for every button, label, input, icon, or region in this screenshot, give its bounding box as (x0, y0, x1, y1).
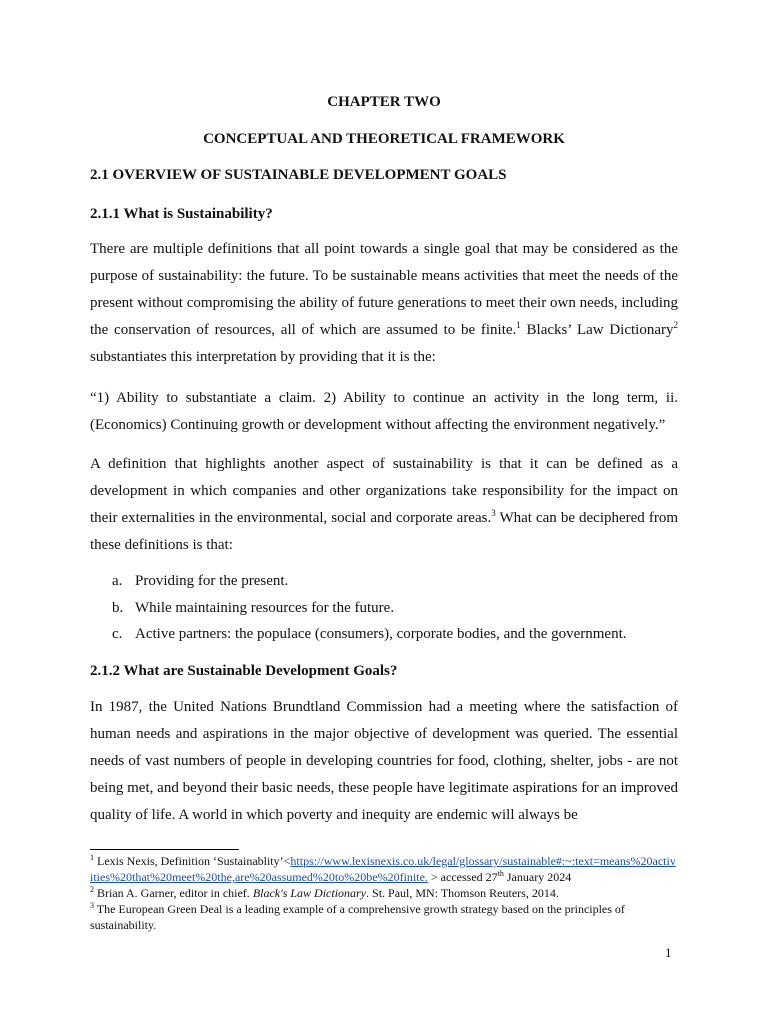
list-item (90, 598, 678, 625)
footnote-ref-2[interactable]: 2 (673, 320, 678, 330)
chapter-subtitle: CONCEPTUAL AND THEORETICAL FRAMEWORK (203, 131, 565, 147)
footnote-text: January 2024 (503, 870, 572, 884)
paragraph-sustainability-definitions (90, 236, 678, 371)
paragraph-text: What can be deciphered from these definitions is that: (90, 510, 678, 553)
footnote-ref-1[interactable]: 1 (516, 320, 521, 330)
section-heading-2-1-2: 2.1.2 What are Sustainable Development Goals? (90, 663, 398, 679)
list-item (90, 624, 678, 651)
footnote-ref-3[interactable]: 3 (491, 508, 496, 518)
paragraph-text: A definition that highlights another aspect of sustainability is that it can be defined as a development in which companies and other organizations take responsibility for the impact on their externalities in the environmental, social and corporate areas. (90, 456, 678, 526)
footnote-number: 2 (90, 885, 94, 894)
section-heading-2-1-1: 2.1.1 What is Sustainability? (90, 206, 273, 222)
page-number: 1 (665, 945, 672, 960)
footnote-number: 3 (90, 901, 94, 910)
footnote-text: Lexis Nexis, Definition ‘Sustainablity’< (94, 854, 291, 868)
paragraph-text: There are multiple definitions that all point towards a single goal that may be considered as the purpose of sustainability: the future. To be sustainable means activities that meet the needs of the present without compromising the ability of future generations to meet their own needs, including the conservation of resources, all of which are assumed to be finite. (90, 241, 678, 338)
footnote-text: > accessed 27 (427, 870, 498, 884)
book-title: Black's Law Dictionary (252, 886, 367, 900)
footnote-3 (90, 901, 678, 933)
ordinal-suffix: th (497, 869, 504, 878)
list-item-text: Providing for the present. (135, 573, 289, 589)
paragraph-another-aspect (90, 451, 678, 559)
footnote-1 (90, 853, 678, 885)
quote-blacks-law: “1) Ability to substantiate a claim. 2) Ability to continue an activity in the long term, ii. (Economics) Continuing growth or development without affecting the environment negatively.” (90, 390, 678, 433)
footnote-separator (90, 849, 239, 850)
paragraph-brundtland: In 1987, the United Nations Brundtland Commission had a meeting where the satisfaction of human needs and aspirations in the major objective of development was queried. The essential needs of vast numbers of people in developing countries for food, clothing, shelter, jobs - are not being met, and beyond their basic needs, these people have legitimate aspirations for an improved quality of life. A world in which poverty and inequity are endemic will always be (90, 699, 678, 823)
definitions-list (90, 571, 678, 651)
list-item-text: Active partners: the populace (consumers), corporate bodies, and the government. (135, 626, 627, 642)
chapter-title: CHAPTER TWO (327, 94, 441, 110)
footnote-text: . St. Paul, MN: Thomson Reuters, 2014. (366, 886, 559, 900)
footnote-number: 1 (90, 853, 94, 862)
list-marker: c. (112, 626, 123, 642)
footnote-link[interactable]: https://www.lexisnexis.co.uk/legal/glossary/sustainable#:~:text=means%20activities%20that%20meet%20the,are%20assumed%20to%20be%20finite. (90, 854, 676, 884)
list-item (90, 571, 678, 598)
paragraph-text: Blacks’ Law Dictionary (520, 322, 674, 338)
footnote-text: The European Green Deal is a leading example of a comprehensive growth strategy based on the principles of sustainability. (90, 902, 625, 932)
list-marker: a. (112, 573, 123, 589)
paragraph-text: substantiates this interpretation by providing that it is the: (90, 349, 436, 365)
footnotes (90, 853, 678, 933)
section-heading-2-1: 2.1 OVERVIEW OF SUSTAINABLE DEVELOPMENT GOALS (90, 167, 507, 183)
list-marker: b. (112, 599, 124, 616)
footnote-2 (90, 885, 678, 901)
list-item-text: While maintaining resources for the future. (135, 599, 395, 616)
footnote-text: Brian A. Garner, editor in chief. (94, 886, 253, 900)
